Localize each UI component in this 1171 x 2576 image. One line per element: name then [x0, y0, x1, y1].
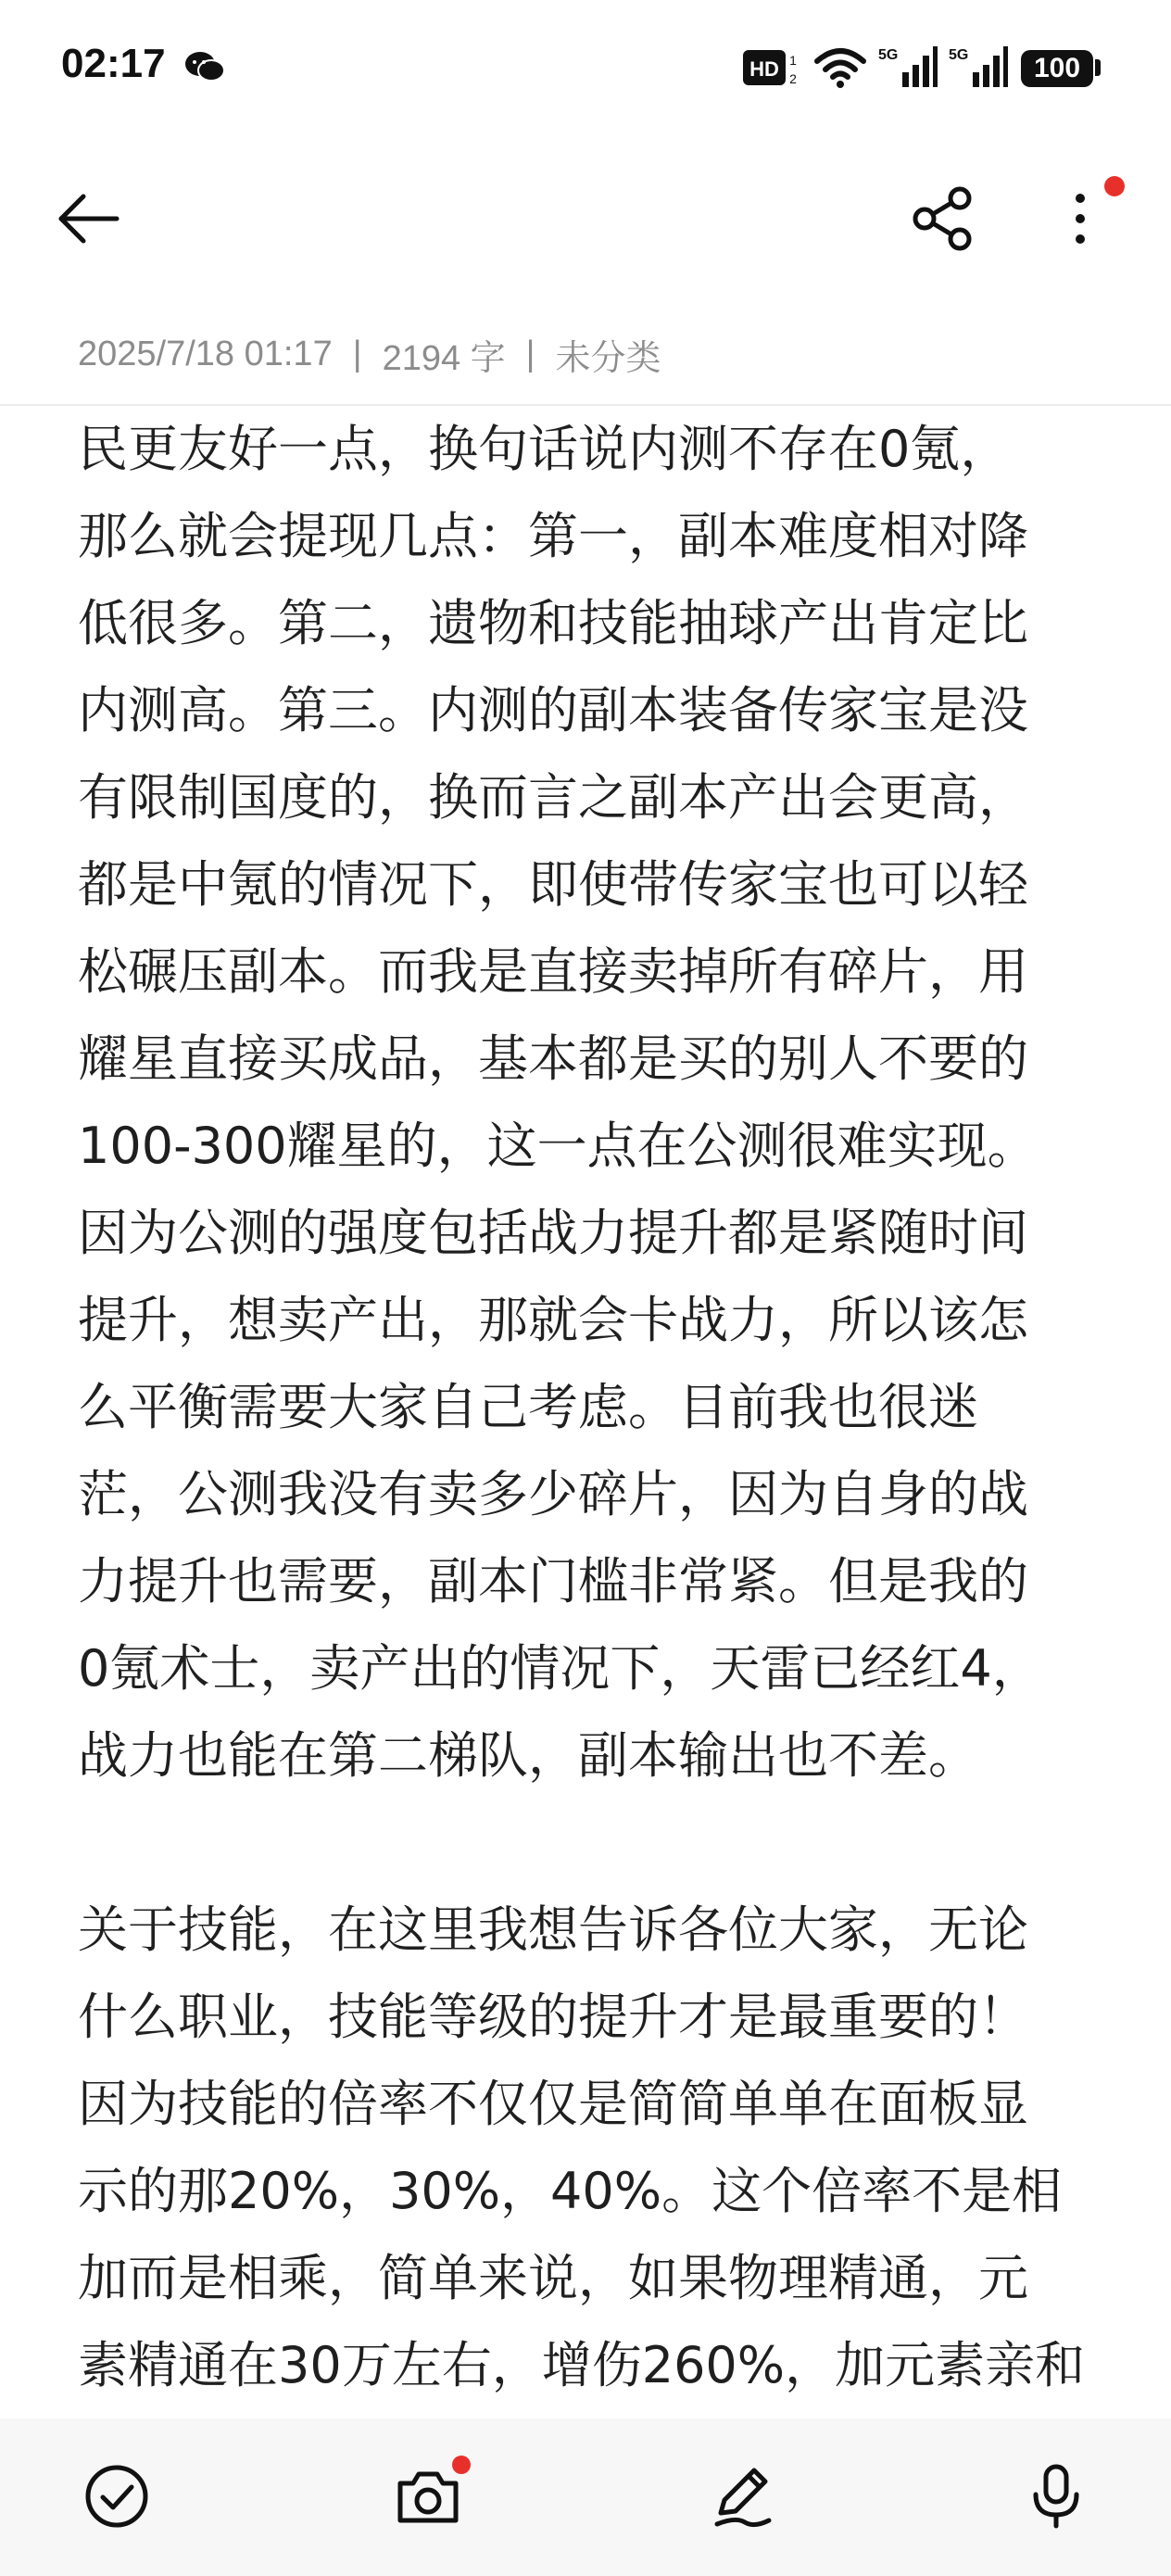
svg-text:5G: 5G [949, 47, 969, 63]
camera-icon[interactable] [393, 2461, 463, 2532]
pen-icon[interactable] [708, 2461, 778, 2532]
status-time: 02:17 [61, 41, 166, 86]
text-line: 100-300耀星的，这一点在公测很难实现。 [78, 1117, 1038, 1175]
wechat-icon [183, 48, 226, 85]
text-line: 提升，想卖产出，那就会卡战力，所以该怎 [78, 1291, 1028, 1349]
meta-separator: | [352, 334, 362, 373]
battery-indicator: 100 [1021, 50, 1093, 87]
text-line: 那么就会提现几点：第一，副本难度相对降 [78, 507, 1028, 565]
note-meta [78, 328, 661, 380]
more-vertical-icon[interactable] [1064, 185, 1097, 252]
text-line: 内测高。第三。内测的副本装备传家宝是没 [78, 681, 1028, 739]
note-word-count: 2194 字 [382, 338, 506, 378]
svg-text:2: 2 [789, 71, 797, 86]
text-line: 0氪术士，卖产出的情况下，天雷已经红4， [78, 1639, 1042, 1698]
note-category[interactable]: 未分类 [555, 338, 661, 378]
svg-text:HD: HD [749, 57, 779, 81]
battery-tip [1095, 59, 1101, 76]
text-line: 民更友好一点，换句话说内测不存在0氪， [78, 420, 1011, 478]
microphone-icon[interactable] [1021, 2461, 1091, 2532]
note-datetime: 2025/7/18 01:17 [78, 334, 333, 373]
text-line: 因为公测的强度包括战力提升都是紧随时间 [78, 1204, 1028, 1262]
signal-5g-icon [876, 44, 938, 89]
svg-text:1: 1 [789, 53, 797, 68]
note-body[interactable] [78, 406, 1106, 2417]
svg-text:5G: 5G [878, 47, 899, 63]
bottom-toolbar [0, 2418, 1171, 2576]
text-line: 么平衡需要大家自己考虑。目前我也很迷 [78, 1378, 978, 1436]
text-line: 战力也能在第二梯队，副本输出也不差。 [78, 1726, 978, 1785]
share-icon[interactable] [910, 185, 976, 252]
text-line: 关于技能，在这里我想告诉各位大家，无论 [78, 1900, 1028, 1959]
meta-separator: | [525, 334, 535, 373]
check-circle-icon[interactable] [82, 2461, 152, 2532]
text-line: 加而是相乘，简单来说，如果物理精通，元 [78, 2249, 1028, 2307]
text-line: 因为技能的倍率不仅仅是简简单单在面板显 [78, 2075, 1028, 2133]
text-line: 有限制国度的，换而言之副本产出会更高， [78, 768, 1028, 827]
wifi-icon [813, 46, 867, 89]
arrow-left-icon[interactable] [56, 191, 122, 246]
text-line: 松碾压副本。而我是直接卖掉所有碎片，用 [78, 942, 1028, 1001]
text-line: 示的那20%，30%，40%。这个倍率不是相 [78, 2162, 1063, 2220]
notification-dot [452, 2456, 471, 2474]
text-line: 低很多。第二，遗物和技能抽球产出肯定比 [78, 594, 1028, 652]
hd-icon [743, 48, 800, 89]
text-line: 什么职业，技能等级的提升才是最重要的！ [78, 1988, 1028, 2046]
text-line: 耀星直接买成品，基本都是买的别人不要的 [78, 1029, 1028, 1088]
signal-5g-icon [947, 44, 1008, 89]
text-line: 素精通在30万左右，增伤260%，加元素亲和 [78, 2336, 1086, 2394]
text-line: 茫，公测我没有卖多少碎片，因为自身的战 [78, 1465, 1028, 1523]
status-bar [0, 0, 1171, 139]
blank-line [78, 1799, 1106, 1887]
text-line: 都是中氪的情况下，即使带传家宝也可以轻 [78, 855, 1028, 914]
notification-dot [1104, 176, 1125, 196]
text-line: 力提升也需要，副本门槛非常紧。但是我的 [78, 1552, 1028, 1610]
